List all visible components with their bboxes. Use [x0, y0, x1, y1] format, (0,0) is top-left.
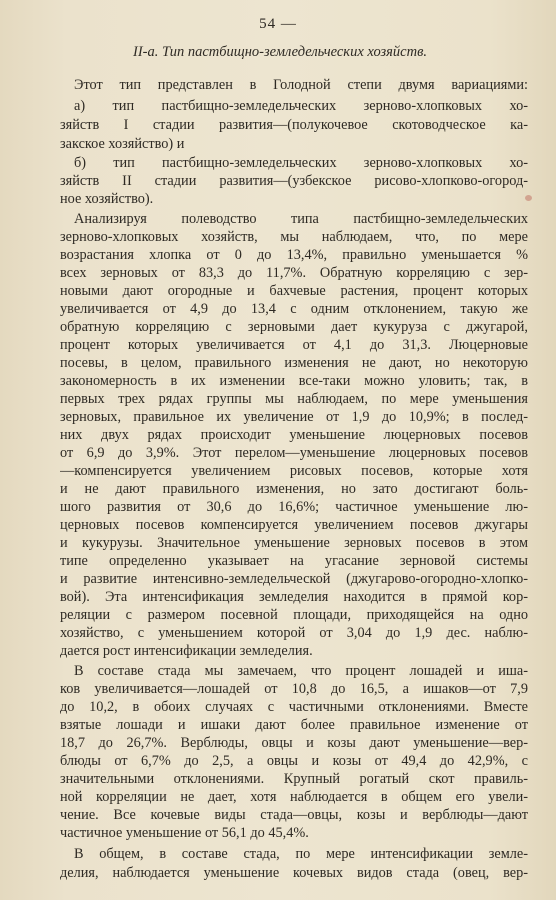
text-line: возрастания хлопка от 0 до 13,4%, правильно уменьшается % [60, 247, 528, 263]
text-line: Анализируя полеводство типа пастбищно-земледельческих [74, 211, 528, 227]
text-line: вой). Эта интенсификация земледелия находится в прямой кор- [60, 589, 528, 605]
text-line: новыми дают огородные и бахчевые растения, процент которых [60, 283, 528, 299]
text-line: увеличивается от 4,9 до 13,4 с одним отклонением, такую же [60, 301, 528, 317]
text-line: процент которых увеличивается от 4,1 до 31,3. Люцерновые [60, 337, 528, 353]
text-line: Этот тип представлен в Голодной степи двумя вариациями: [74, 77, 528, 93]
text-line: делия, наблюдается уменьшение кочевых видов стада (овец, вер- [60, 865, 528, 881]
text-line: В составе стада мы замечаем, что процент лошадей и иша- [74, 663, 528, 679]
text-line: зерново-хлопковых хозяйств, мы наблюдаем, что, по мере [60, 229, 528, 245]
text-line: и развитие интенсивно-земледельческой (джугарово-огородно-хлопко- [60, 571, 528, 587]
text-line: зяйств II стадии развития—(узбекское рисово-хлопково-огород- [60, 173, 528, 189]
text-line: зерновых, правильное их увеличение от 1,9 до 10,9%; в послед- [60, 409, 528, 425]
page-number: 54 — [259, 16, 297, 32]
text-line: дается рост интенсификации земледелия. [60, 643, 313, 659]
text-line: реляции с размером посевной площади, приходящейся на одно [60, 607, 528, 623]
text-line: и не дают правильного изменения, но зато достигают боль- [60, 481, 528, 497]
text-line: посевы, в целом, правильного изменения не дают, но некоторую [60, 355, 528, 371]
text-line: 18,7 до 26,7%. Верблюды, овцы и козы дают уменьшение—вер- [60, 735, 528, 751]
text-line: хозяйство, с уменьшением которой от 3,04 до 1,9 дес. наблю- [60, 625, 528, 641]
text-line: б) тип пастбищно-земледельческих зерново-хлопковых хо- [74, 155, 528, 171]
text-line: типе определенно указывает на угасание зерновой системы [60, 553, 528, 569]
text-line: ков увеличивается—лошадей от 10,8 до 16,5, а ишаков—от 7,9 [60, 681, 528, 697]
text-line: них двух рядах происходит уменьшение люцерновых посевов [60, 427, 528, 443]
text-line: взятые лошади и ишаки дают более правильное изменение от [60, 717, 528, 733]
text-line: блюды от 6,7% до 2,5, а овцы и козы от 49,4 до 42,9%, с [60, 753, 528, 769]
text-line: частичное уменьшение от 56,1 до 45,4%. [60, 825, 309, 841]
text-line: до 10,2, в обоих случаях с частичными отклонениями. Вместе [60, 699, 528, 715]
text-line: зяйств I стадии развития—(полукочевое скотоводческое ка- [60, 117, 528, 133]
text-line: от 6,9 до 3,9%. Этот перелом—уменьшение люцерновых посевов [60, 445, 528, 461]
text-line: первых трех рядах группы мы наблюдаем, по мере уменьшения [60, 391, 528, 407]
text-line: значительными отклонениями. Крупный рогатый скот правиль- [60, 771, 528, 787]
text-line: закское хозяйство) и [60, 136, 185, 152]
text-line: ной корреляции не дает, хотя наблюдается в общем его увели- [60, 789, 528, 805]
text-line: церновых посевов компенсируется увеличением посевов джугары [60, 517, 528, 533]
text-line: В общем, в составе стада, по мере интенсификации земле- [74, 846, 528, 862]
section-heading: II-а. Тип пастбищно-земледельческих хозяйств. [133, 44, 427, 60]
text-line: шого развития от 30,6 до 16,6%; частичное уменьшение лю- [60, 499, 528, 515]
text-line: обратную корреляцию с зерновыми дает кукуруза с джугарой, [60, 319, 528, 335]
text-line: а) тип пастбищно-земледельческих зерново-хлопковых хо- [74, 98, 528, 114]
text-line: ное хозяйство). [60, 191, 154, 207]
text-line: чение. Все кочевые виды стада—овцы, козы и верблюды—дают [60, 807, 528, 823]
text-line: всех зерновых от 83,3 до 11,7%. Обратную корреляцию с зер- [60, 265, 528, 281]
paper-stain [525, 195, 532, 201]
text-line: —компенсируется увеличением рисовых посевов, которые хотя [60, 463, 528, 479]
text-line: закономерность в их изменении все-таки можно уловить; так, в [60, 373, 528, 389]
text-line: и кукурузы. Значительное уменьшение зерновых посевов в этом [60, 535, 528, 551]
